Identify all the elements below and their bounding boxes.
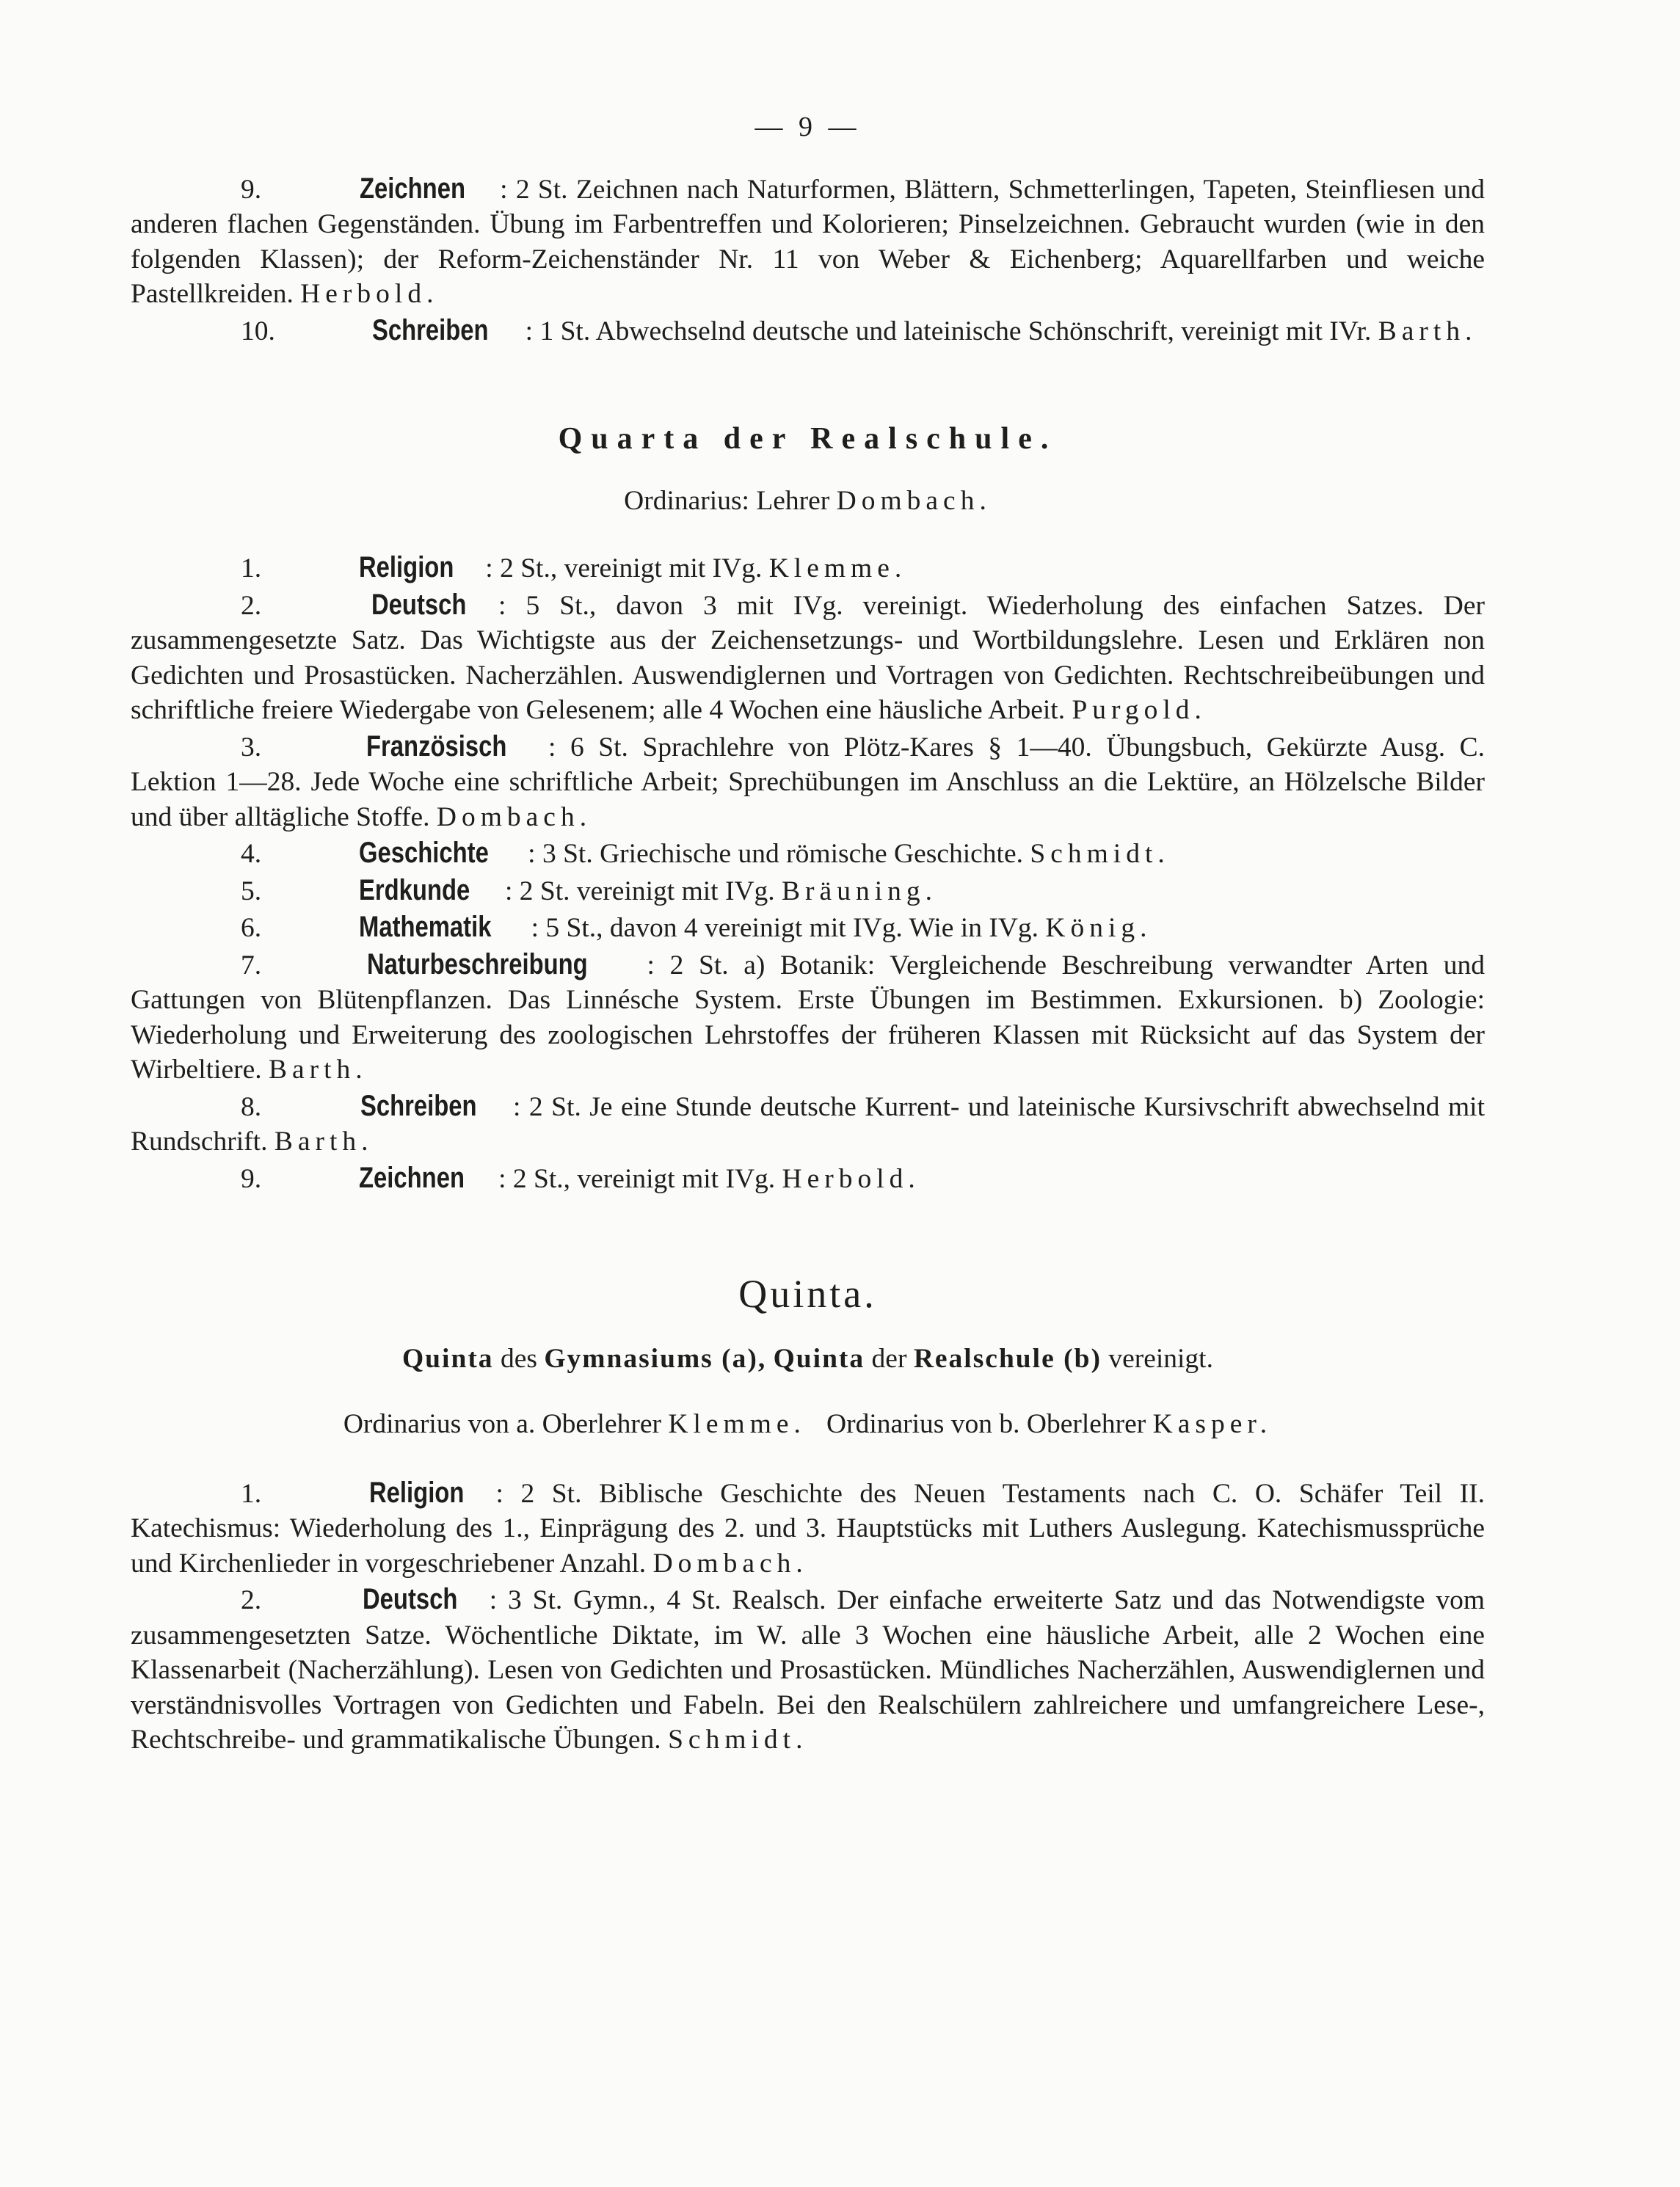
quarta-subjects: [131, 550, 1485, 1196]
entry-text: : 2 St. a) Botanik: Vergleichende Beschreibung verwandter Arten und Gattungen von Blütenpflanzen. Das Linnésche System. Erste Übungen im Bestimmen. Exkursionen. b) Zoologie: Wiederholung und Erweiterung des zoologischen Lehrstoffes der früheren Klassen mit Rücksicht auf das System der Wirbeltiere.: [131, 950, 1485, 1085]
entry-text: : 2 St., vereinigt mit IVg.: [485, 553, 763, 583]
entry-number: 7.: [241, 950, 262, 980]
teacher-name: König.: [1045, 913, 1152, 943]
teacher-name: Herbold.: [300, 279, 439, 309]
entry-number: 8.: [241, 1091, 262, 1122]
entry-item: [131, 1161, 1485, 1197]
entry-text: : 5 St., davon 4 vereinigt mit IVg. Wie in IVg.: [531, 913, 1039, 943]
entry-number: 6.: [241, 913, 262, 943]
ordinarius-name: Klemme.: [668, 1409, 806, 1439]
ordinarius-label: Ordinarius: Lehrer: [624, 485, 830, 516]
section-heading-quarta: Quarta der Realschule.: [558, 422, 1058, 456]
entry-zeichnen-top: [131, 172, 1485, 312]
ordinarius-quinta: [131, 1407, 1485, 1442]
entry-number: 2.: [241, 590, 262, 621]
page-content: [131, 110, 1485, 1759]
subject-title: Zeichnen: [360, 172, 466, 205]
teacher-name: Barth.: [274, 1127, 374, 1157]
entry-item: [131, 836, 1485, 872]
ordinarius-name: Kasper.: [1152, 1409, 1273, 1439]
entry-text: : 2 St. Zeichnen nach Naturformen, Blättern, Schmetterlingen, Tapeten, Steinfliesen und anderen flachen Gegenständen. Übung im Farbentreffen und Kolorieren; Pinselzeichnen. Gebraucht wurden (wie in den folgenden Klassen); der Reform-Zeichenständer Nr. 11 von Weber & Eichenberg; Aquarellfarben und weiche Pastellkreiden.: [131, 174, 1486, 309]
entry-item: [131, 550, 1485, 586]
entry-schreiben-top: [131, 313, 1485, 349]
entry-item: [131, 729, 1485, 835]
entry-number: 5.: [241, 876, 262, 906]
teacher-name: Bräuning.: [782, 876, 937, 906]
entry-number: 1.: [241, 553, 262, 583]
subject-title: Zeichnen: [358, 1161, 465, 1194]
subheading-part: Gymnasiums (a),: [544, 1343, 767, 1374]
quinta-subjects: [131, 1476, 1485, 1758]
page-number: — 9 —: [754, 112, 861, 142]
entry-text: : 6 St. Sprachlehre von Plötz-Kares § 1—40. Übungsbuch, Gekürzte Ausg. C. Lektion 1—28. Jede Woche eine schriftliche Arbeit; Sprechübungen im Anschluss an die Lektüre, an Hölzelsche Bilder und über alltägliche Stoffe.: [131, 732, 1485, 832]
entry-text: : 2 St., vereinigt mit IVg.: [498, 1163, 776, 1194]
subject-title: Deutsch: [362, 1583, 458, 1615]
entry-number: 9.: [241, 174, 262, 205]
teacher-name: Schmidt.: [668, 1725, 808, 1755]
subject-title: Geschichte: [358, 837, 489, 869]
teacher-name: Dombach.: [436, 801, 592, 832]
entry-text: : 2 St. vereinigt mit IVg.: [504, 876, 775, 906]
subject-title: Deutsch: [371, 588, 467, 621]
teacher-name: Herbold.: [782, 1163, 920, 1194]
teacher-name: Dombach.: [652, 1548, 808, 1579]
subheading-part: des: [500, 1343, 537, 1374]
entry-text: : 2 St. Biblische Geschichte des Neuen Testaments nach C. O. Schäfer Teil II. Katechismus: Wiederholung des 1., Einprägung des 2. und 3. Hauptstücks mit Luthers Auslegung. Katechismussprüche und Kirchenlieder in vorgeschriebener Anzahl.: [131, 1478, 1485, 1579]
teacher-name: Schmidt.: [1030, 839, 1170, 869]
subject-title: Schreiben: [372, 313, 489, 346]
subject-title: Mathematik: [358, 911, 491, 943]
subject-title: Religion: [358, 551, 454, 583]
teacher-name: Barth.: [268, 1055, 368, 1085]
entry-number: 2.: [241, 1585, 262, 1615]
subheading-part: der: [871, 1343, 907, 1374]
subject-title: Naturbeschreibung: [366, 947, 588, 980]
entry-number: 4.: [241, 839, 262, 869]
entry-text: : 3 St. Gymn., 4 St. Realsch. Der einfache erweiterte Satz und das Notwendigste vom zusammengesetzten Satze. Wöchentliche Diktate, im W. alle 3 Wochen eine häusliche Arbeit, alle 2 Wochen eine Klassenarbeit (Nacherzählung). Lesen von Gedichten und Prosastücken. Mündliches Nacherzählen, Auswendiglernen und verständnisvolles Vortragen von Gedichten und Fabeln. Bei den Realschülern zahlreichere und umfangreichere Lese-, Rechtschreibe- und grammatikalische Übungen.: [131, 1585, 1485, 1755]
entry-number: 3.: [241, 732, 262, 763]
subheading-part: Realschule (b): [913, 1343, 1102, 1374]
entry-text: : 5 St., davon 3 mit IVg. vereinigt. Wiederholung des einfachen Satzes. Der zusammengesetzte Satz. Das Wichtigste aus der Zeichensetzungs- und Wortbildungslehre. Lesen und Erklären non Gedichten und Prosastücken. Nacherzählen. Auswendiglernen und Vortragen von Gedichten. Rechtschreibeübungen und schriftliche freiere Wiedergabe von Gelesenem; alle 4 Wochen eine häusliche Arbeit.: [131, 590, 1486, 725]
subheading-part: Quinta: [402, 1343, 494, 1374]
subject-title: Erdkunde: [358, 873, 470, 906]
entry-number: 1.: [241, 1478, 262, 1509]
teacher-name: Klemme.: [768, 553, 907, 583]
section-heading-quinta: Quinta.: [738, 1272, 877, 1316]
subheading-part: vereinigt.: [1108, 1343, 1213, 1374]
teacher-name: Barth.: [1378, 316, 1477, 346]
ordinarius-label: Ordinarius von b. Oberlehrer: [826, 1409, 1146, 1439]
entry-item: [131, 947, 1485, 1088]
entry-number: 10.: [241, 316, 275, 346]
entry-text: : 3 St. Griechische und römische Geschichte.: [528, 839, 1023, 869]
entry-number: 9.: [241, 1163, 262, 1194]
entry-item: [131, 1089, 1485, 1160]
entry-text: : 2 St. Je eine Stunde deutsche Kurrent- und lateinische Kursivschrift abwechselnd mit Rundschrift.: [131, 1091, 1486, 1157]
subject-title: Französisch: [366, 729, 507, 763]
entry-text: : 1 St. Abwechselnd deutsche und lateinische Schönschrift, vereinigt mit IVr.: [525, 316, 1372, 346]
ordinarius-name: Dombach.: [836, 485, 992, 516]
entry-item: [131, 1582, 1485, 1758]
subject-title: Schreiben: [360, 1089, 477, 1122]
quinta-subheading: [131, 1342, 1485, 1377]
subheading-part: Quinta: [773, 1343, 865, 1374]
ordinarius-quarta: [131, 484, 1485, 519]
teacher-name: Purgold.: [1072, 695, 1207, 725]
subject-title: Religion: [368, 1476, 465, 1509]
entry-item: [131, 873, 1485, 909]
ordinarius-label: Ordinarius von a. Oberlehrer: [343, 1409, 661, 1439]
entry-item: [131, 910, 1485, 946]
entry-item: [131, 588, 1485, 728]
entry-item: [131, 1476, 1485, 1582]
